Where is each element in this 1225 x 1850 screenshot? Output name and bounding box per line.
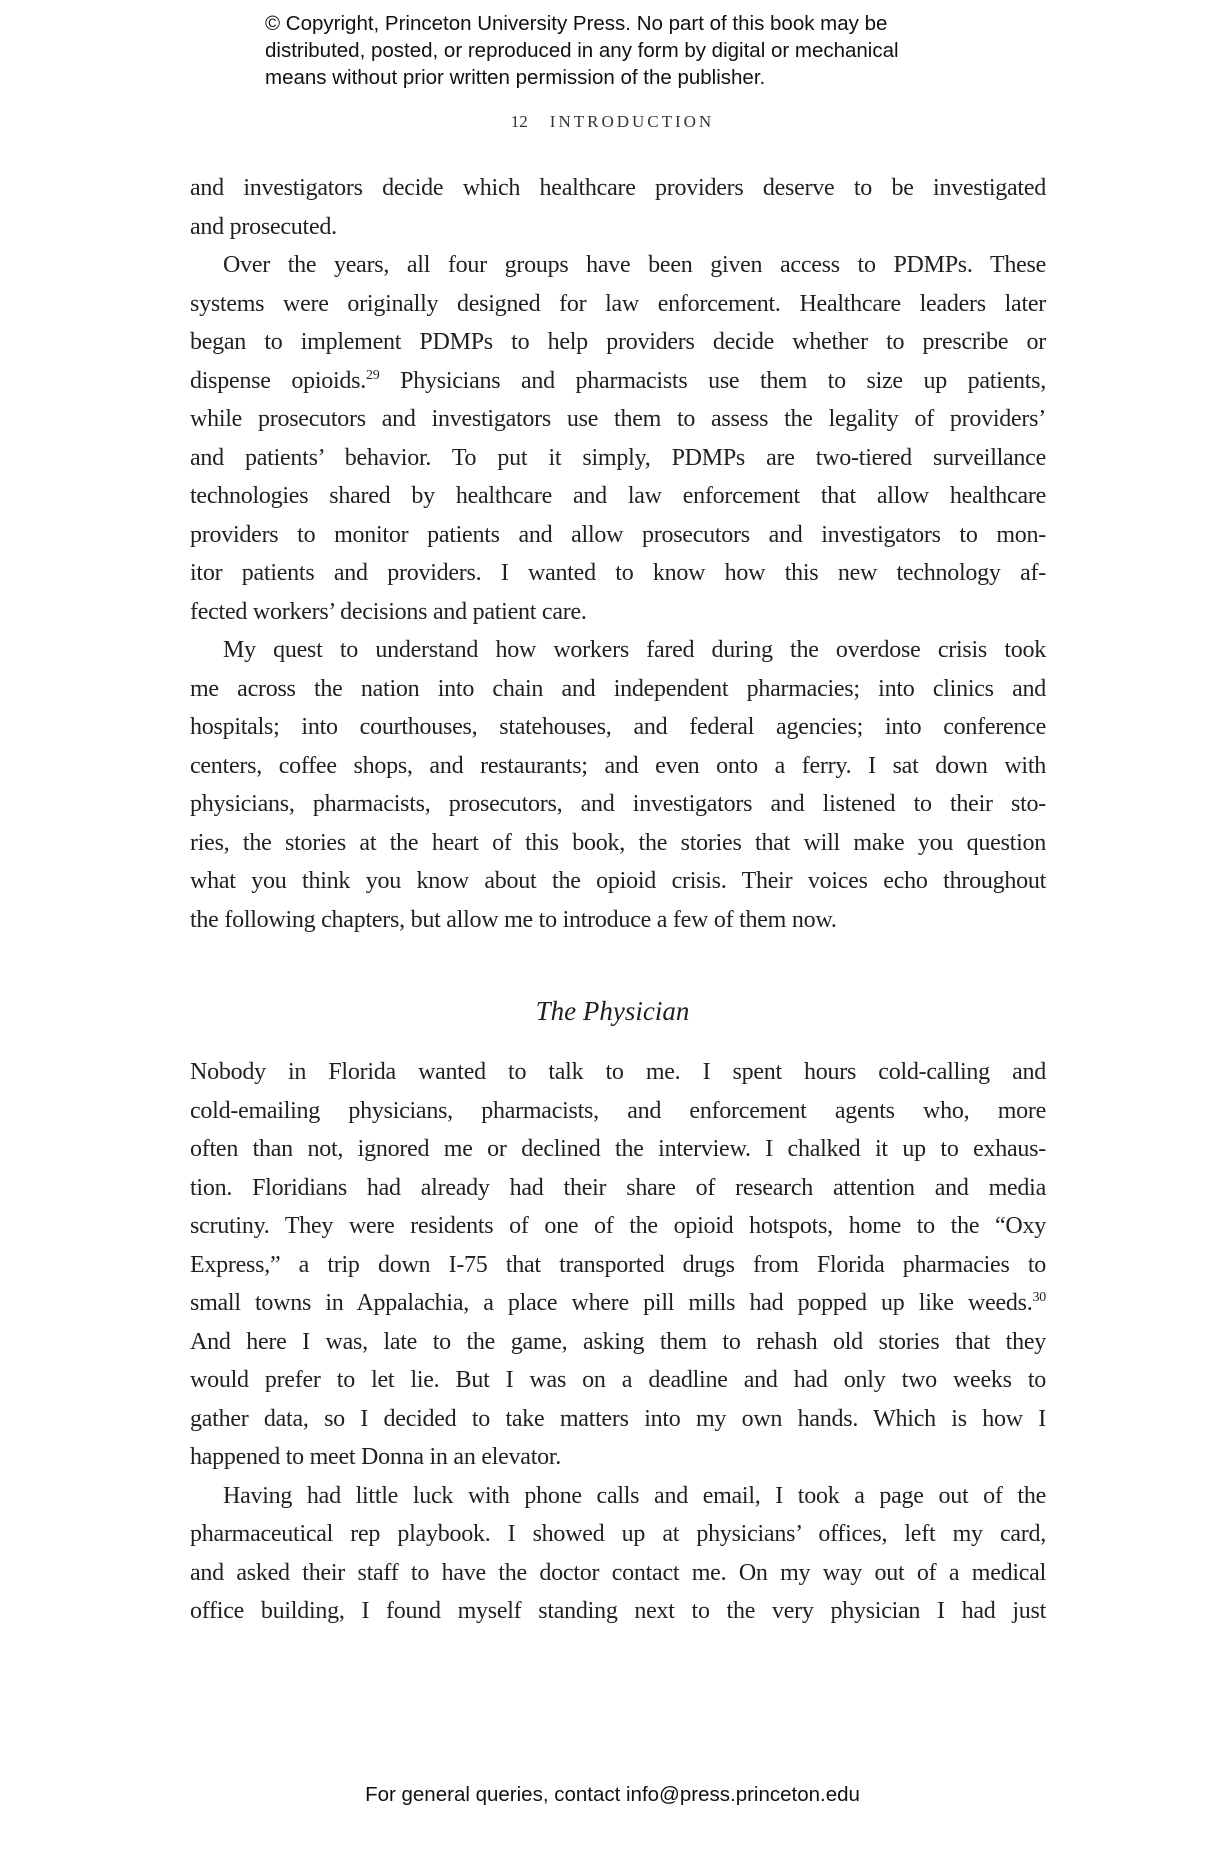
text-line-content: My quest to understand how workers fared during the overdose crisis took — [223, 637, 1046, 663]
text-line — [190, 901, 1046, 940]
text-line-content: me across the nation into chain and independent pharmacies; into clinics and — [190, 675, 1046, 702]
footer-contact: For general queries, contact info@press.princeton.edu — [365, 1783, 860, 1806]
text-line — [190, 1400, 1046, 1439]
text-line-content: often than not, ignored me or declined the interview. I chalked it up to exhaus- — [190, 1136, 1046, 1162]
text-line — [190, 631, 1046, 670]
running-head-section: INTRODUCTION — [549, 112, 715, 131]
section-heading: The Physician — [535, 996, 690, 1026]
text-line — [190, 516, 1046, 555]
text-line-content: Having had little luck with phone calls and email, I took a page out of the — [223, 1482, 1046, 1509]
text-line-content: systems were originally designed for law enforcement. Healthcare leaders later — [190, 290, 1046, 317]
text-line-content: would prefer to let lie. But I was on a deadline and had only two weeks to — [190, 1367, 1046, 1393]
text-line-content: Nobody in Florida wanted to talk to me. I spent hours cold-calling and — [190, 1059, 1046, 1085]
text-line — [190, 246, 1046, 285]
text-line-content: Express,” a trip down I-75 that transported drugs from Florida pharmacies to — [190, 1251, 1046, 1278]
text-line-content: And here I was, late to the game, asking them to rehash old stories that they — [190, 1328, 1046, 1355]
text-line — [190, 785, 1046, 824]
text-line-content: happened to meet Donna in an elevator. — [190, 1444, 562, 1470]
text-line — [190, 400, 1046, 439]
text-line-content: scrutiny. They were residents of one of the opioid hotspots, home to the “Oxy — [190, 1213, 1046, 1239]
text-line-content: pharmaceutical rep playbook. I showed up at physicians’ offices, left my card, — [190, 1521, 1046, 1547]
text-line — [190, 747, 1046, 786]
text-line — [190, 439, 1046, 478]
text-line-content: itor patients and providers. I wanted to know how this new technology af- — [190, 560, 1046, 586]
text-line — [190, 477, 1046, 516]
text-line — [190, 1246, 1046, 1285]
text-line-content: office building, I found myself standing next to the very physician I had just — [190, 1598, 1046, 1624]
text-line — [190, 554, 1046, 593]
text-line-content: fected workers’ decisions and patient care. — [190, 598, 587, 625]
text-line-content: and prosecuted. — [190, 213, 337, 240]
text-line — [190, 1169, 1046, 1208]
text-line — [190, 670, 1046, 709]
running-head — [0, 112, 1225, 132]
text-line — [190, 824, 1046, 863]
text-line-content: began to implement PDMPs to help providers decide whether to prescribe or — [190, 329, 1046, 355]
text-line-content: small towns in Appalachia, a place where pill mills had popped up like weeds. — [190, 1290, 1033, 1316]
text-line — [190, 1554, 1046, 1593]
text-line-content: dispense opioids. — [190, 367, 366, 394]
text-line — [190, 862, 1046, 901]
text-line — [190, 1284, 1046, 1323]
text-line — [190, 1130, 1046, 1169]
copyright-line: distributed, posted, or reproduced in any form by digital or mechanical — [265, 39, 899, 62]
text-line — [190, 1438, 1046, 1477]
text-line — [190, 1361, 1046, 1400]
text-line-content: tion. Floridians had already had their share of research attention and media — [190, 1174, 1046, 1201]
text-line-content: ries, the stories at the heart of this book, the stories that will make you question — [190, 829, 1046, 856]
text-line — [190, 1477, 1046, 1516]
text-line-content: cold-emailing physicians, pharmacists, and enforcement agents who, more — [190, 1097, 1046, 1124]
text-line-content: technologies shared by healthcare and law enforcement that allow healthcare — [190, 483, 1046, 509]
text-line — [190, 1515, 1046, 1554]
text-line-content: the following chapters, but allow me to introduce a few of them now. — [190, 906, 837, 933]
copyright-notice — [265, 10, 1025, 91]
footnote-marker: 30 — [1032, 1290, 1046, 1305]
text-line-content: gather data, so I decided to take matters into my own hands. Which is how I — [190, 1405, 1046, 1432]
text-line — [190, 1207, 1046, 1246]
text-line-continuation: Physicians and pharmacists use them to size up patients, — [379, 367, 1047, 394]
text-line — [190, 362, 1046, 401]
text-line — [190, 593, 1046, 632]
text-line — [190, 708, 1046, 747]
text-line — [190, 1592, 1046, 1631]
text-line-content: and asked their staff to have the doctor contact me. On my way out of a medical — [190, 1559, 1046, 1586]
copyright-line: means without prior written permission of the publisher. — [265, 66, 766, 89]
text-line-content: providers to monitor patients and allow prosecutors and investigators to mon- — [190, 521, 1046, 548]
text-line — [190, 285, 1046, 324]
text-line-content: Over the years, all four groups have been given access to PDMPs. These — [223, 252, 1046, 278]
text-line-content: physicians, pharmacists, prosecutors, and investigators and listened to their sto- — [190, 791, 1046, 817]
text-line-content: hospitals; into courthouses, statehouses, and federal agencies; into conference — [190, 714, 1046, 740]
page-number: 12 — [510, 112, 528, 131]
text-line-content: while prosecutors and investigators use them to assess the legality of providers’ — [190, 406, 1046, 432]
text-line — [190, 1323, 1046, 1362]
text-line — [190, 1053, 1046, 1092]
text-line-content: centers, coffee shops, and restaurants; and even onto a ferry. I sat down with — [190, 752, 1046, 779]
text-line — [190, 208, 1046, 247]
text-line-content: what you think you know about the opioid crisis. Their voices echo throughout — [190, 868, 1046, 894]
text-line-content: and patients’ behavior. To put it simply, PDMPs are two-tiered surveillance — [190, 444, 1046, 471]
body-text-block — [190, 1053, 1046, 1631]
body-text-block — [190, 169, 1046, 939]
text-line — [190, 1092, 1046, 1131]
text-line-content: and investigators decide which healthcare providers deserve to be investigated — [190, 175, 1046, 201]
text-line — [190, 323, 1046, 362]
copyright-line: © Copyright, Princeton University Press. No part of this book may be — [265, 12, 888, 35]
footnote-marker: 29 — [366, 367, 380, 383]
text-line — [190, 169, 1046, 208]
